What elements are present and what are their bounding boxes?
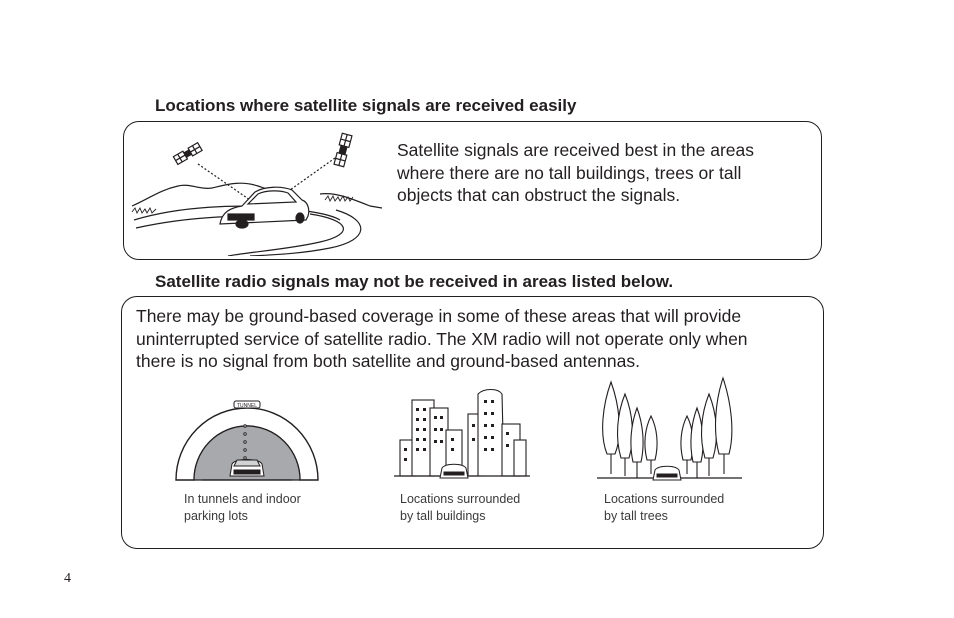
caption-trees: Locations surrounded by tall trees — [604, 492, 725, 523]
tunnel-icon — [172, 398, 322, 484]
page-number: 4 — [64, 571, 71, 586]
buildings-icon — [394, 384, 530, 482]
caption-tunnels: In tunnels and indoor parking lots — [184, 492, 301, 523]
tunnel-sign-text: TUNNEL — [236, 403, 258, 409]
trees-icon — [597, 374, 742, 484]
section-heading-poor-reception: Satellite radio signals may not be received in areas listed below. — [155, 272, 674, 291]
good-reception-text: Satellite signals are received best in the areas where there are no tall buildings, trees or tall objects that can obstruct the signals. — [397, 140, 755, 205]
caption-buildings: Locations surrounded by tall buildings — [400, 492, 521, 523]
satellite-car-icon — [130, 128, 385, 256]
section-heading-good-reception: Locations where satellite signals are received easily — [155, 96, 577, 115]
poor-reception-text: There may be ground-based coverage in some of these areas that will provide uninterrupted service of satellite radio. The XM radio will not operate only when there is no signal from both satellite and ground-based antennas. — [136, 306, 748, 371]
